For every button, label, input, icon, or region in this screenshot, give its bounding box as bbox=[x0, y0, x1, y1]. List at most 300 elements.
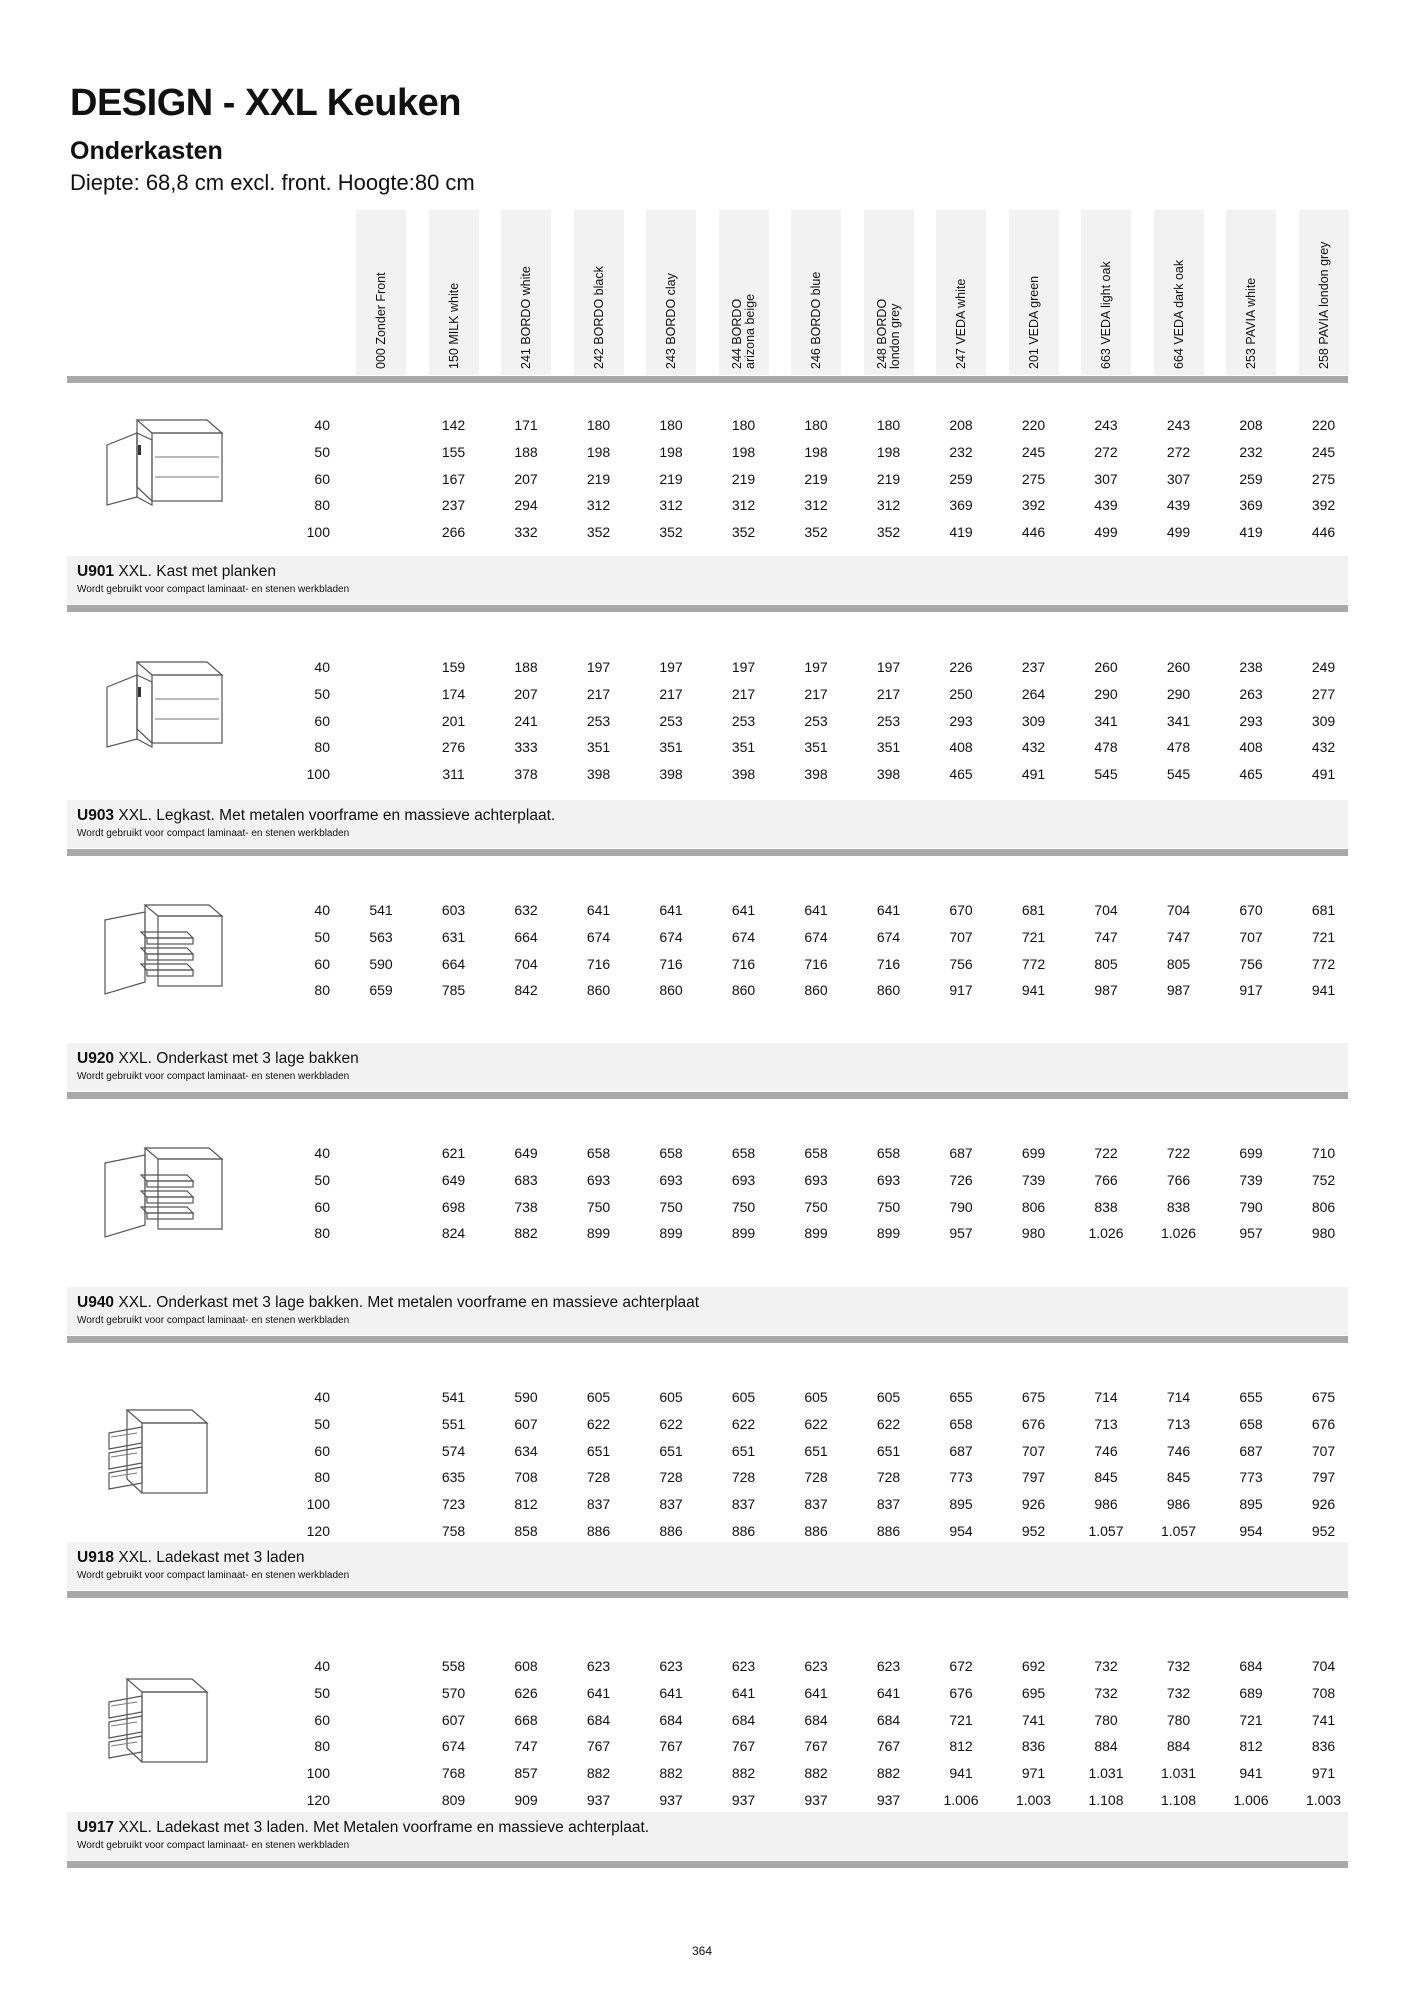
price-cell: 351 bbox=[659, 739, 683, 756]
price-cell: 655 bbox=[949, 1389, 973, 1405]
price-cell: 253 bbox=[731, 712, 756, 729]
price-cell: 675 bbox=[1021, 1389, 1046, 1405]
price-cell: 201 bbox=[441, 712, 466, 729]
price-cell: 766 bbox=[1094, 1171, 1118, 1188]
price-cell: 243 bbox=[1166, 417, 1191, 433]
price-cell: 392 bbox=[1311, 497, 1336, 514]
price-cell: 837 bbox=[586, 1496, 611, 1513]
price-cell: 675 bbox=[1311, 1389, 1336, 1405]
price-cell: 716 bbox=[731, 955, 756, 972]
price-cell: 937 bbox=[586, 1792, 611, 1808]
price-cell: 664 bbox=[441, 955, 466, 972]
column-header-cell bbox=[1009, 210, 1059, 375]
width-cell: 50 bbox=[314, 1684, 330, 1701]
price-cell: 714 bbox=[1094, 1389, 1118, 1405]
price-cell: 746 bbox=[1166, 1442, 1191, 1459]
price-cell: 699 bbox=[1021, 1145, 1046, 1161]
price-cell: 674 bbox=[441, 1738, 466, 1755]
price-cell: 1.026 bbox=[1088, 1225, 1124, 1242]
price-cell: 895 bbox=[1239, 1496, 1263, 1513]
price-cell: 419 bbox=[949, 524, 973, 541]
price-row bbox=[67, 1790, 1348, 1810]
price-cell: 707 bbox=[1311, 1442, 1336, 1459]
price-row bbox=[67, 1414, 1348, 1434]
price-cell: 272 bbox=[1094, 443, 1118, 460]
price-cell: 1.031 bbox=[1088, 1765, 1124, 1782]
price-cell: 687 bbox=[1239, 1442, 1263, 1459]
product-note: Wordt gebruikt voor compact laminaat- en stenen werkbladen bbox=[77, 1071, 350, 1082]
column-header-label bbox=[1154, 210, 1204, 375]
price-cell: 180 bbox=[659, 417, 683, 433]
price-cell: 312 bbox=[659, 497, 683, 514]
price-cell: 805 bbox=[1094, 955, 1118, 972]
price-cell: 398 bbox=[804, 766, 828, 783]
price-cell: 232 bbox=[949, 443, 973, 460]
price-cell: 957 bbox=[1239, 1225, 1263, 1242]
price-cell: 860 bbox=[659, 982, 683, 999]
price-cell: 941 bbox=[949, 1765, 973, 1782]
price-cell: 171 bbox=[514, 417, 538, 433]
price-cell: 860 bbox=[731, 982, 756, 999]
price-cell: 180 bbox=[731, 417, 756, 433]
price-cell: 570 bbox=[441, 1684, 466, 1701]
column-label-line1: 244 BORDO bbox=[729, 298, 744, 369]
price-cell: 237 bbox=[1021, 659, 1046, 675]
price-cell: 750 bbox=[876, 1198, 901, 1215]
price-cell: 634 bbox=[514, 1442, 538, 1459]
price-cell: 708 bbox=[514, 1469, 538, 1486]
price-cell: 465 bbox=[949, 766, 973, 783]
price-cell: 217 bbox=[876, 685, 901, 702]
price-cell: 884 bbox=[1166, 1738, 1191, 1755]
price-cell: 837 bbox=[659, 1496, 683, 1513]
price-cell: 713 bbox=[1094, 1415, 1118, 1432]
price-cell: 622 bbox=[586, 1415, 611, 1432]
price-cell: 824 bbox=[441, 1225, 466, 1242]
price-cell: 987 bbox=[1166, 982, 1191, 999]
price-cell: 858 bbox=[514, 1523, 538, 1539]
price-cell: 707 bbox=[949, 928, 973, 945]
product-name: XXL. Legkast. Met metalen voorframe en massieve achterplaat. bbox=[118, 807, 556, 824]
column-label-line1: 663 VEDA light oak bbox=[1098, 261, 1113, 369]
width-cell: 120 bbox=[306, 1792, 330, 1808]
price-cell: 219 bbox=[804, 470, 828, 487]
price-cell: 341 bbox=[1166, 712, 1191, 729]
price-cell: 732 bbox=[1166, 1684, 1191, 1701]
price-cell: 681 bbox=[1021, 902, 1046, 918]
price-cell: 419 bbox=[1239, 524, 1263, 541]
price-cell: 1.057 bbox=[1088, 1523, 1124, 1539]
price-cell: 741 bbox=[1311, 1711, 1336, 1728]
price-cell: 937 bbox=[659, 1792, 683, 1808]
column-label-line1: 253 PAVIA white bbox=[1243, 277, 1258, 369]
price-cell: 207 bbox=[514, 470, 538, 487]
price-cell: 311 bbox=[442, 766, 465, 783]
price-cell: 658 bbox=[876, 1145, 901, 1161]
price-cell: 198 bbox=[876, 443, 901, 460]
price-cell: 622 bbox=[804, 1415, 828, 1432]
price-cell: 208 bbox=[1239, 417, 1263, 433]
price-cell: 674 bbox=[659, 928, 683, 945]
price-cell: 714 bbox=[1166, 1389, 1191, 1405]
product-caption bbox=[67, 1542, 1348, 1590]
price-cell: 658 bbox=[804, 1145, 828, 1161]
price-cell: 860 bbox=[586, 982, 611, 999]
price-cell: 710 bbox=[1311, 1145, 1336, 1161]
price-cell: 899 bbox=[659, 1225, 683, 1242]
product-title bbox=[77, 1050, 359, 1068]
price-cell: 398 bbox=[586, 766, 611, 783]
price-cell: 541 bbox=[369, 902, 393, 918]
price-row bbox=[67, 1170, 1348, 1190]
price-cell: 180 bbox=[876, 417, 901, 433]
price-cell: 446 bbox=[1311, 524, 1336, 541]
price-cell: 693 bbox=[876, 1171, 901, 1188]
price-cell: 987 bbox=[1094, 982, 1118, 999]
price-cell: 253 bbox=[586, 712, 611, 729]
price-cell: 651 bbox=[659, 1442, 683, 1459]
price-cell: 695 bbox=[1021, 1684, 1046, 1701]
price-cell: 641 bbox=[659, 902, 683, 918]
price-cell: 954 bbox=[1239, 1523, 1263, 1539]
price-cell: 756 bbox=[1239, 955, 1263, 972]
price-cell: 293 bbox=[1239, 712, 1263, 729]
price-cell: 217 bbox=[586, 685, 611, 702]
price-cell: 681 bbox=[1311, 902, 1336, 918]
price-cell: 739 bbox=[1239, 1171, 1263, 1188]
price-cell: 1.026 bbox=[1160, 1225, 1197, 1242]
product-note: Wordt gebruikt voor compact laminaat- en stenen werkbladen bbox=[77, 584, 350, 595]
price-cell: 332 bbox=[514, 524, 538, 541]
column-label-line1: 243 BORDO clay bbox=[663, 273, 678, 369]
product-caption bbox=[67, 1043, 1348, 1091]
width-cell: 60 bbox=[314, 1711, 330, 1728]
price-row bbox=[67, 1467, 1348, 1487]
price-cell: 197 bbox=[876, 659, 901, 675]
price-cell: 668 bbox=[514, 1711, 538, 1728]
column-header-cell bbox=[719, 210, 769, 375]
price-cell: 217 bbox=[659, 685, 683, 702]
width-cell: 60 bbox=[314, 1442, 330, 1459]
product-title bbox=[77, 563, 276, 581]
price-cell: 197 bbox=[586, 659, 611, 675]
column-header-cell bbox=[1081, 210, 1131, 375]
price-cell: 341 bbox=[1094, 712, 1118, 729]
price-cell: 659 bbox=[369, 982, 393, 999]
price-row bbox=[67, 1683, 1348, 1703]
price-cell: 971 bbox=[1021, 1765, 1046, 1782]
product-caption bbox=[67, 556, 1348, 604]
price-cell: 312 bbox=[586, 497, 611, 514]
price-cell: 838 bbox=[1094, 1198, 1118, 1215]
price-row bbox=[67, 657, 1348, 677]
product-note: Wordt gebruikt voor compact laminaat- en stenen werkbladen bbox=[77, 828, 350, 839]
price-cell: 723 bbox=[441, 1496, 466, 1513]
price-cell: 860 bbox=[804, 982, 828, 999]
width-cell: 80 bbox=[314, 982, 330, 999]
column-label-line1: 247 VEDA white bbox=[953, 278, 968, 369]
price-row bbox=[67, 1710, 1348, 1730]
price-cell: 499 bbox=[1094, 524, 1118, 541]
price-cell: 312 bbox=[876, 497, 901, 514]
product-note: Wordt gebruikt voor compact laminaat- en stenen werkbladen bbox=[77, 1570, 350, 1581]
price-cell: 351 bbox=[876, 739, 901, 756]
price-cell: 198 bbox=[804, 443, 828, 460]
price-cell: 351 bbox=[731, 739, 756, 756]
price-cell: 758 bbox=[441, 1523, 466, 1539]
price-cell: 408 bbox=[1239, 739, 1263, 756]
price-cell: 180 bbox=[804, 417, 828, 433]
price-cell: 563 bbox=[369, 928, 393, 945]
price-cell: 1.006 bbox=[943, 1792, 979, 1808]
column-label-line1: 242 BORDO black bbox=[591, 266, 605, 369]
width-cell: 100 bbox=[306, 766, 330, 783]
price-cell: 276 bbox=[441, 739, 466, 756]
price-cell: 837 bbox=[804, 1496, 828, 1513]
price-cell: 651 bbox=[876, 1442, 901, 1459]
width-cell: 80 bbox=[314, 1738, 330, 1755]
price-cell: 352 bbox=[659, 524, 683, 541]
price-cell: 621 bbox=[441, 1145, 466, 1161]
price-cell: 623 bbox=[804, 1658, 828, 1674]
width-cell: 80 bbox=[314, 739, 330, 756]
price-cell: 197 bbox=[659, 659, 683, 675]
product-name: XXL. Kast met planken bbox=[118, 563, 277, 580]
price-cell: 670 bbox=[1239, 902, 1263, 918]
section-divider bbox=[67, 1092, 1348, 1099]
price-cell: 623 bbox=[731, 1658, 756, 1674]
price-row bbox=[67, 1387, 1348, 1407]
price-cell: 1.057 bbox=[1160, 1523, 1197, 1539]
price-cell: 693 bbox=[731, 1171, 756, 1188]
price-cell: 641 bbox=[659, 1684, 683, 1701]
price-cell: 980 bbox=[1311, 1225, 1336, 1242]
price-cell: 207 bbox=[514, 685, 538, 702]
width-cell: 100 bbox=[306, 1765, 330, 1782]
price-cell: 716 bbox=[586, 955, 611, 972]
price-cell: 641 bbox=[804, 1684, 828, 1701]
price-cell: 937 bbox=[731, 1792, 756, 1808]
price-cell: 198 bbox=[586, 443, 611, 460]
product-code: U903 bbox=[77, 807, 115, 824]
price-cell: 857 bbox=[514, 1765, 538, 1782]
price-cell: 980 bbox=[1021, 1225, 1046, 1242]
width-cell: 50 bbox=[314, 685, 330, 702]
price-cell: 708 bbox=[1311, 1684, 1336, 1701]
price-row bbox=[67, 1521, 1348, 1541]
column-header-label bbox=[936, 210, 986, 375]
width-cell: 40 bbox=[314, 1389, 330, 1405]
price-cell: 439 bbox=[1166, 497, 1191, 514]
price-row bbox=[67, 1763, 1348, 1783]
price-cell: 220 bbox=[1311, 417, 1336, 433]
price-cell: 684 bbox=[586, 1711, 611, 1728]
price-cell: 952 bbox=[1021, 1523, 1046, 1539]
page-number: 364 bbox=[692, 1944, 713, 1958]
price-cell: 899 bbox=[586, 1225, 611, 1242]
price-row bbox=[67, 1197, 1348, 1217]
price-cell: 603 bbox=[441, 902, 466, 918]
price-cell: 728 bbox=[659, 1469, 683, 1486]
price-cell: 558 bbox=[441, 1658, 466, 1674]
width-cell: 50 bbox=[314, 928, 330, 945]
price-cell: 259 bbox=[949, 470, 973, 487]
price-cell: 167 bbox=[441, 470, 466, 487]
price-cell: 756 bbox=[949, 955, 973, 972]
product-caption bbox=[67, 1287, 1348, 1335]
price-cell: 219 bbox=[659, 470, 683, 487]
price-cell: 1.006 bbox=[1233, 1792, 1269, 1808]
price-cell: 732 bbox=[1094, 1684, 1118, 1701]
price-cell: 809 bbox=[441, 1792, 466, 1808]
price-row bbox=[67, 737, 1348, 757]
price-cell: 174 bbox=[441, 685, 466, 702]
price-cell: 790 bbox=[949, 1198, 973, 1215]
price-cell: 352 bbox=[876, 524, 901, 541]
product-code: U920 bbox=[77, 1050, 115, 1067]
price-cell: 623 bbox=[586, 1658, 611, 1674]
price-cell: 728 bbox=[586, 1469, 611, 1486]
price-cell: 683 bbox=[514, 1171, 538, 1188]
price-cell: 217 bbox=[731, 685, 756, 702]
price-cell: 253 bbox=[804, 712, 828, 729]
price-cell: 957 bbox=[949, 1225, 973, 1242]
column-label-line2: london grey bbox=[887, 303, 902, 369]
price-cell: 805 bbox=[1166, 955, 1191, 972]
price-cell: 674 bbox=[804, 928, 828, 945]
price-cell: 699 bbox=[1239, 1145, 1263, 1161]
price-cell: 747 bbox=[1094, 928, 1118, 945]
price-cell: 309 bbox=[1021, 712, 1046, 729]
price-cell: 398 bbox=[659, 766, 683, 783]
price-cell: 253 bbox=[659, 712, 683, 729]
price-cell: 732 bbox=[1094, 1658, 1118, 1674]
price-cell: 687 bbox=[949, 1145, 973, 1161]
price-cell: 884 bbox=[1094, 1738, 1118, 1755]
price-cell: 607 bbox=[441, 1711, 466, 1728]
product-code: U940 bbox=[77, 1294, 115, 1311]
price-cell: 721 bbox=[949, 1711, 973, 1728]
price-cell: 767 bbox=[731, 1738, 756, 1755]
column-header-label bbox=[1081, 210, 1131, 375]
price-cell: 607 bbox=[514, 1415, 538, 1432]
price-cell: 626 bbox=[514, 1684, 538, 1701]
price-cell: 219 bbox=[876, 470, 901, 487]
column-header-cell bbox=[356, 210, 406, 375]
price-cell: 605 bbox=[586, 1389, 611, 1405]
price-cell: 290 bbox=[1166, 685, 1191, 702]
price-cell: 605 bbox=[659, 1389, 683, 1405]
price-cell: 952 bbox=[1311, 1523, 1336, 1539]
price-cell: 632 bbox=[514, 902, 538, 918]
price-cell: 750 bbox=[659, 1198, 683, 1215]
price-cell: 941 bbox=[1311, 982, 1336, 999]
price-cell: 842 bbox=[514, 982, 538, 999]
price-cell: 307 bbox=[1094, 470, 1118, 487]
price-cell: 917 bbox=[1239, 982, 1263, 999]
price-cell: 721 bbox=[1239, 1711, 1263, 1728]
price-cell: 651 bbox=[731, 1442, 756, 1459]
price-cell: 309 bbox=[1311, 712, 1336, 729]
price-cell: 687 bbox=[949, 1442, 973, 1459]
price-cell: 674 bbox=[876, 928, 901, 945]
price-cell: 226 bbox=[949, 659, 973, 675]
column-header-cell bbox=[574, 210, 624, 375]
column-header-cell bbox=[429, 210, 479, 375]
price-cell: 245 bbox=[1021, 443, 1046, 460]
price-cell: 707 bbox=[1021, 1442, 1046, 1459]
column-header-cell bbox=[864, 210, 914, 375]
price-cell: 741 bbox=[1021, 1711, 1046, 1728]
price-cell: 439 bbox=[1094, 497, 1118, 514]
price-cell: 241 bbox=[514, 712, 538, 729]
page-description: Diepte: 68,8 cm excl. front. Hoogte:80 cm bbox=[70, 170, 475, 195]
price-cell: 155 bbox=[441, 443, 466, 460]
price-cell: 198 bbox=[731, 443, 756, 460]
price-row bbox=[67, 442, 1348, 462]
price-cell: 312 bbox=[731, 497, 756, 514]
column-header-label bbox=[864, 210, 914, 375]
product-name: XXL. Onderkast met 3 lage bakken. Met metalen voorframe en massieve achterplaat bbox=[118, 1294, 700, 1311]
price-cell: 432 bbox=[1311, 739, 1336, 756]
width-cell: 120 bbox=[306, 1523, 330, 1539]
price-cell: 545 bbox=[1166, 766, 1191, 783]
price-cell: 684 bbox=[804, 1711, 828, 1728]
price-cell: 986 bbox=[1094, 1496, 1118, 1513]
price-cell: 926 bbox=[1311, 1496, 1336, 1513]
price-row bbox=[67, 954, 1348, 974]
price-cell: 722 bbox=[1094, 1145, 1118, 1161]
page-subtitle: Onderkasten bbox=[70, 137, 223, 165]
price-cell: 713 bbox=[1166, 1415, 1191, 1432]
price-cell: 658 bbox=[586, 1145, 611, 1161]
price-cell: 392 bbox=[1021, 497, 1046, 514]
price-cell: 266 bbox=[441, 524, 466, 541]
price-cell: 243 bbox=[1094, 417, 1118, 433]
price-cell: 260 bbox=[1166, 659, 1191, 675]
column-header-cell bbox=[791, 210, 841, 375]
price-cell: 836 bbox=[1021, 1738, 1046, 1755]
price-cell: 886 bbox=[659, 1523, 683, 1539]
column-header-label bbox=[1299, 210, 1349, 375]
price-cell: 232 bbox=[1239, 443, 1263, 460]
price-cell: 767 bbox=[586, 1738, 611, 1755]
price-cell: 716 bbox=[804, 955, 828, 972]
price-cell: 750 bbox=[586, 1198, 611, 1215]
price-cell: 837 bbox=[731, 1496, 756, 1513]
price-cell: 845 bbox=[1094, 1469, 1118, 1486]
price-cell: 664 bbox=[514, 928, 538, 945]
price-cell: 275 bbox=[1021, 470, 1046, 487]
price-cell: 220 bbox=[1021, 417, 1046, 433]
price-cell: 551 bbox=[441, 1415, 466, 1432]
price-cell: 899 bbox=[804, 1225, 828, 1242]
column-label-line1: 258 PAVIA london grey bbox=[1316, 241, 1330, 369]
price-cell: 780 bbox=[1166, 1711, 1191, 1728]
price-cell: 812 bbox=[1239, 1738, 1263, 1755]
price-cell: 738 bbox=[514, 1198, 538, 1215]
price-cell: 954 bbox=[949, 1523, 973, 1539]
price-cell: 631 bbox=[441, 928, 466, 945]
price-cell: 882 bbox=[731, 1765, 756, 1782]
price-cell: 693 bbox=[804, 1171, 828, 1188]
price-cell: 689 bbox=[1239, 1684, 1263, 1701]
price-cell: 672 bbox=[949, 1658, 973, 1674]
price-cell: 747 bbox=[1166, 928, 1191, 945]
price-cell: 622 bbox=[659, 1415, 683, 1432]
price-cell: 895 bbox=[949, 1496, 973, 1513]
price-cell: 674 bbox=[586, 928, 611, 945]
